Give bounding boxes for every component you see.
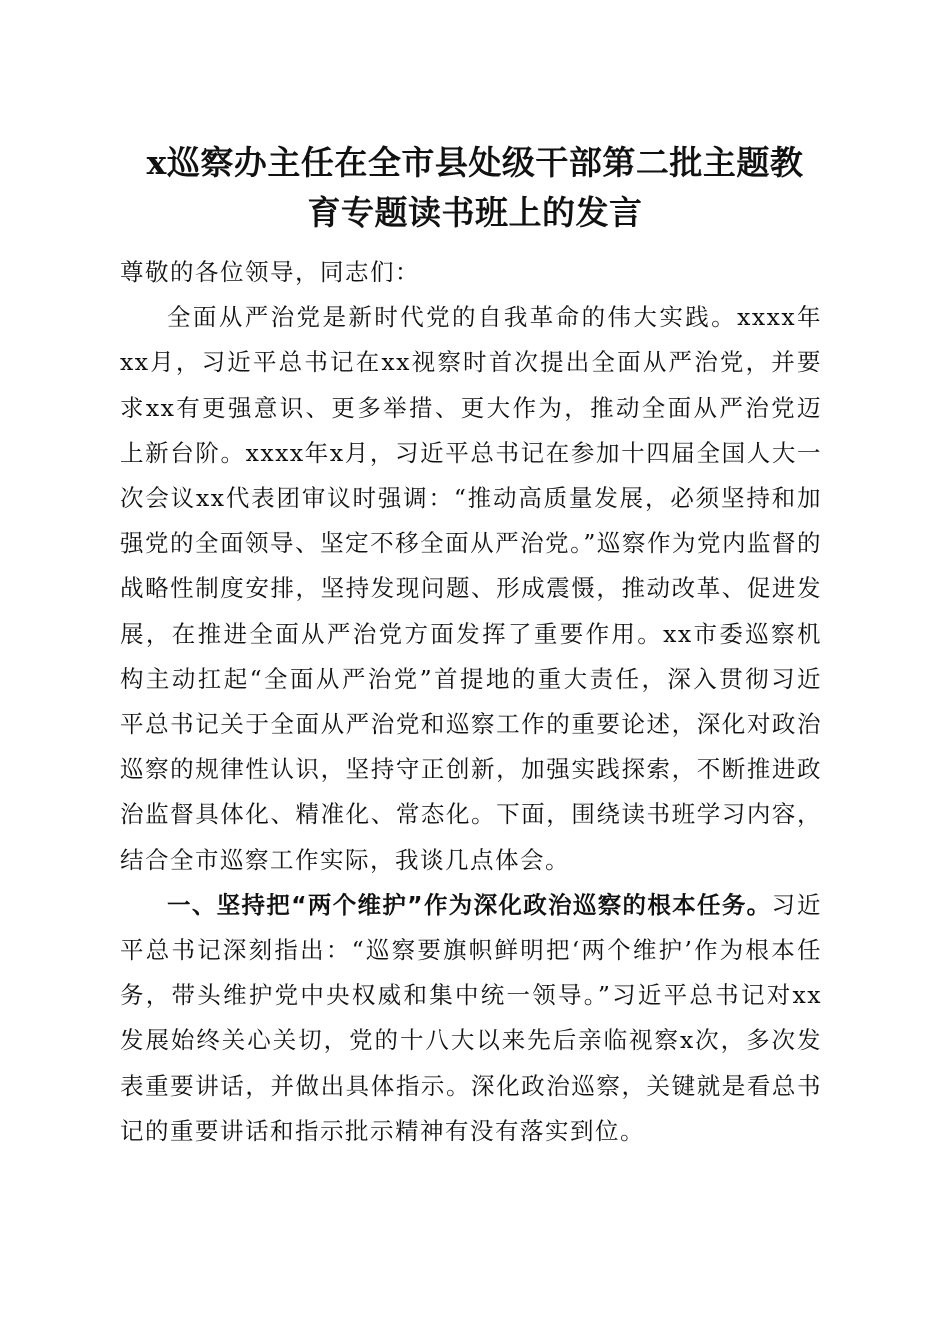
section-1-text: 习近平总书记深刻指出：“巡察要旗帜鲜明把‘两个维护’作为根本任务，带头维护党中央权威和集中统一领导。”习近平总书记对xx发展始终关心关切，党的十八大以来先后亲临视察x次，多次发表重要讲话，并做出具体指示。深化政治巡察，关键就是看总书记的重要讲话和指示批示精神有没有落实到位。 [120,890,823,1145]
paragraph-intro: 全面从严治党是新时代党的自我革命的伟大实践。xxxx年xx月，习近平总书记在xx视察时首次提出全面从严治党，并要求xx有更强意识、更多举措、更大作为，推动全面从严治党迈上新台阶。xxxx年x月，习近平总书记在参加十四届全国人大一次会议xx代表团审议时强调：“推动高质量发展，必须坚持和加强党的全面领导、坚定不移全面从严治党。”巡察作为党内监督的战略性制度安排，坚持发现问题、形成震慑，推动改革、促进发展，在推进全面从严治党方面发挥了重要作用。xx市委巡察机构主动扛起“全面从严治党”首提地的重大责任，深入贯彻习近平总书记关于全面从严治党和巡察工作的重要论述，深化对政治巡察的规律性认识，坚持守正创新，加强实践探索，不断推进政治监督具体化、精准化、常态化。下面，围绕读书班学习内容，结合全市巡察工作实际，我谈几点体会。 [120,303,822,874]
document-title [110,138,840,238]
salutation: 尊敬的各位领导，同志们： [120,258,420,286]
title-line-1: x巡察办主任在全市县处级干部第二批主题教 [146,143,804,182]
paragraph-section-1 [120,883,822,1154]
section-1-heading: 一、坚持把“两个维护”作为深化政治巡察的根本任务。 [167,890,772,919]
document-body [120,250,822,1154]
title-line-2: 育专题读书班上的发言 [307,193,643,232]
